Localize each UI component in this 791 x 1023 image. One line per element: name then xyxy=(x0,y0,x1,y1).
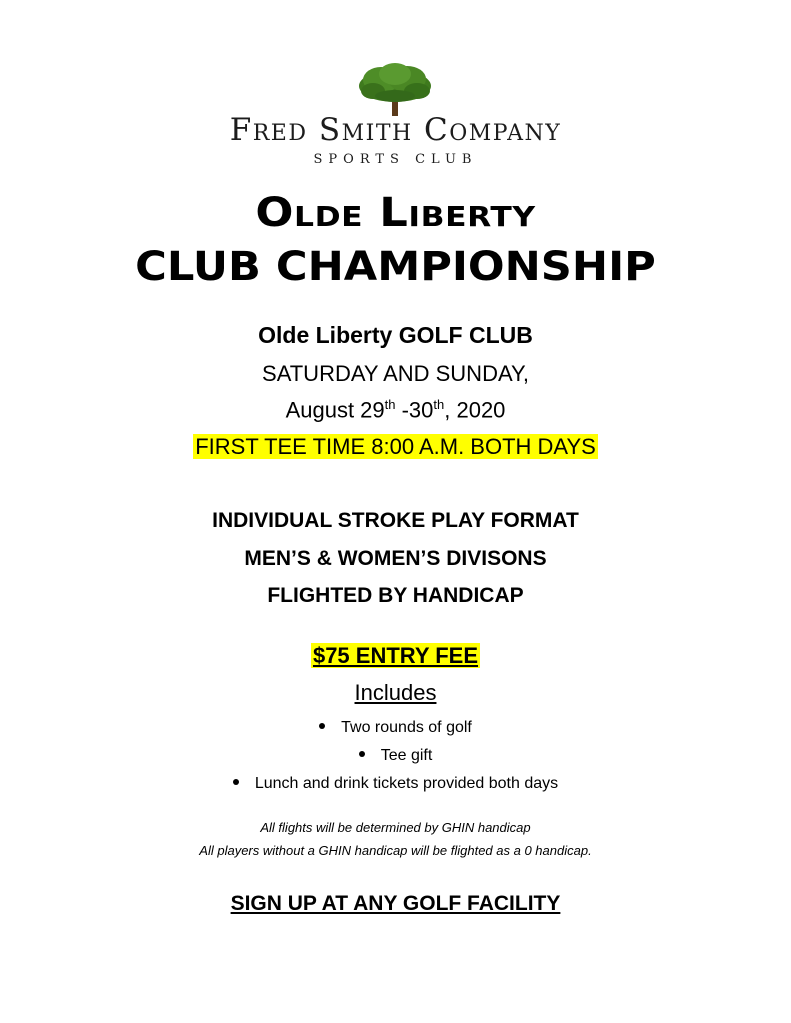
date-suffix-1: th xyxy=(384,397,396,412)
date-mid: -30 xyxy=(395,397,434,423)
list-item xyxy=(0,714,791,742)
list-item xyxy=(0,770,791,798)
list-item-text: Two rounds of golf xyxy=(341,719,472,736)
brand-name: Fred Smith Company xyxy=(229,112,562,148)
list-item xyxy=(0,742,791,770)
includes-label: Includes xyxy=(354,680,437,705)
event-date xyxy=(0,397,791,423)
event-title-line1: Olde Liberty xyxy=(255,190,536,236)
handicap-note-1: All flights will be determined by GHIN handicap xyxy=(260,820,531,835)
handicap-note-2: All players without a GHIN handicap will be flighted as a 0 handicap. xyxy=(199,843,592,858)
tree-icon xyxy=(355,62,435,118)
date-year: , 2020 xyxy=(444,397,506,423)
entry-fee: $75 ENTRY FEE xyxy=(312,643,479,668)
entry-fee-line xyxy=(0,643,791,669)
signup-text: SIGN UP AT ANY GOLF FACILITY xyxy=(230,892,561,915)
list-item-text: Tee gift xyxy=(380,747,433,764)
date-suffix-2: th xyxy=(433,397,445,412)
bullet-icon xyxy=(319,723,325,729)
date-prefix: August 29 xyxy=(285,397,385,423)
brand-subtitle: SPORTS CLUB xyxy=(313,152,478,167)
tee-time: FIRST TEE TIME 8:00 A.M. BOTH DAYS xyxy=(195,434,596,459)
event-title-line2: CLUB CHAMPIONSHIP xyxy=(135,244,656,290)
format-line-3: FLIGHTED BY HANDICAP xyxy=(267,584,524,607)
format-line-1: INDIVIDUAL STROKE PLAY FORMAT xyxy=(212,509,579,532)
includes-list xyxy=(0,714,791,798)
bullet-icon xyxy=(233,779,239,785)
bullet-icon xyxy=(359,751,365,757)
list-item-text: Lunch and drink tickets provided both days xyxy=(254,775,559,792)
tee-time-line xyxy=(0,434,791,460)
event-days: SATURDAY AND SUNDAY, xyxy=(262,361,529,386)
format-line-2: MEN’S & WOMEN’S DIVISONS xyxy=(244,547,547,570)
venue-name: Olde Liberty GOLF CLUB xyxy=(258,322,533,348)
